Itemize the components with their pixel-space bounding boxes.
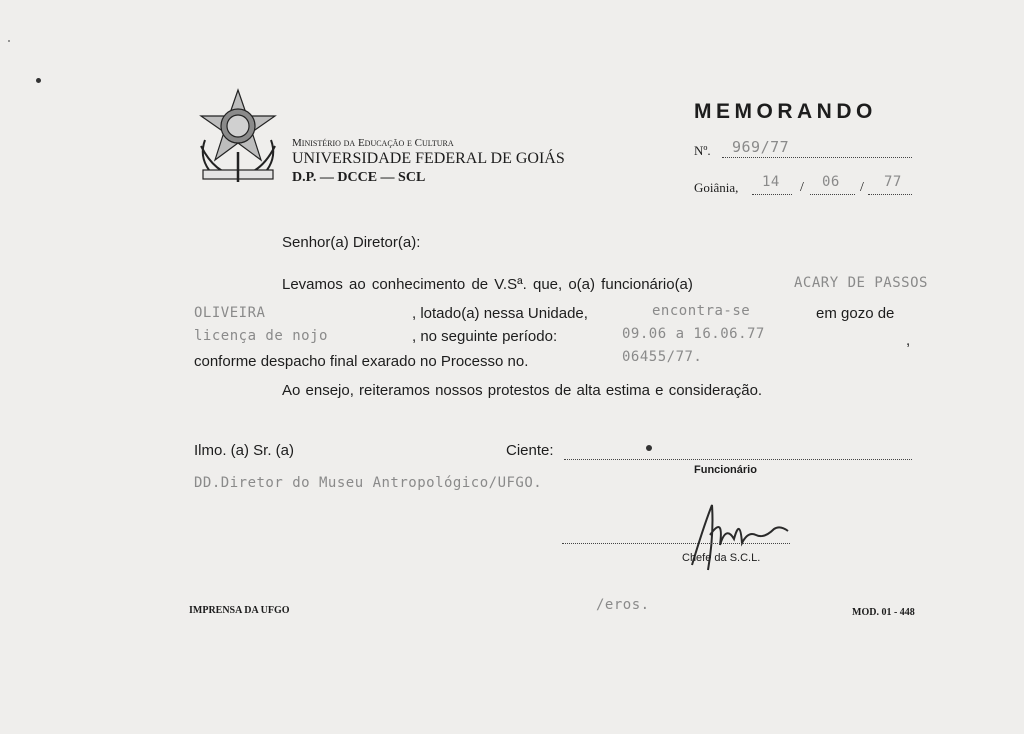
ink-speck	[8, 40, 10, 42]
date-separator: /	[860, 180, 864, 195]
ciente-line	[564, 459, 912, 460]
addressee-label: Ilmo. (a) Sr. (a)	[194, 442, 295, 459]
addressee-name: DD.Diretor do Museu Antropológico/UFGO.	[194, 475, 543, 491]
ink-speck	[36, 78, 41, 83]
body-line-2: , lotado(a) nessa Unidade,	[412, 305, 588, 322]
printer-label: IMPRENSA DA UFGO	[189, 605, 290, 616]
day-line	[752, 194, 792, 195]
date-month: 06	[822, 174, 840, 190]
chief-label: Chefe da S.C.L.	[682, 552, 761, 564]
date-year: 77	[884, 174, 902, 190]
process-number: 06455/77.	[622, 349, 703, 365]
leave-type: licença de nojo	[194, 328, 328, 344]
number-line	[722, 157, 912, 158]
body-line-3: , no seguinte período:	[412, 328, 558, 345]
ministry-name: Ministério da Educação e Cultura	[292, 137, 454, 149]
leave-period: 09.06 a 16.06.77	[622, 326, 765, 342]
number-label: Nº.	[694, 143, 711, 158]
employee-name-part2: OLIVEIRA	[194, 305, 266, 321]
funcionario-label: Funcionário	[694, 464, 757, 476]
salutation: Senhor(a) Diretor(a):	[282, 234, 421, 251]
body-line-2-tail: em gozo de	[816, 305, 895, 322]
memo-number: 969/77	[732, 138, 790, 156]
year-line	[868, 194, 912, 195]
month-line	[810, 194, 855, 195]
body-line-1: Levamos ao conhecimento de V.Sª. que, o(a) funcionário(a)	[282, 276, 693, 293]
department-code: D.P. — DCCE — SCL	[292, 170, 426, 185]
brazil-coat-of-arms-seal	[195, 86, 281, 186]
ciente-label: Ciente:	[506, 442, 554, 459]
form-code: MOD. 01 - 448	[852, 607, 915, 618]
date-day: 14	[762, 174, 780, 190]
memo-title: MEMORANDO	[694, 100, 877, 123]
city-label: Goiânia,	[694, 180, 739, 195]
university-name: UNIVERSIDADE FEDERAL DE GOIÁS	[292, 150, 565, 167]
date-separator: /	[800, 180, 804, 195]
ink-dot	[646, 445, 652, 451]
body-line-3-comma: ,	[906, 332, 911, 349]
body-line-4: conforme despacho final exarado no Processo no.	[194, 353, 529, 370]
employee-name-part1: ACARY DE PASSOS	[794, 275, 928, 291]
leave-status: encontra-se	[652, 303, 751, 319]
chief-signature-line	[562, 543, 790, 544]
closing-sentence: Ao ensejo, reiteramos nossos protestos de alta estima e consideração.	[282, 382, 763, 399]
typist-initials: /eros.	[596, 597, 650, 613]
